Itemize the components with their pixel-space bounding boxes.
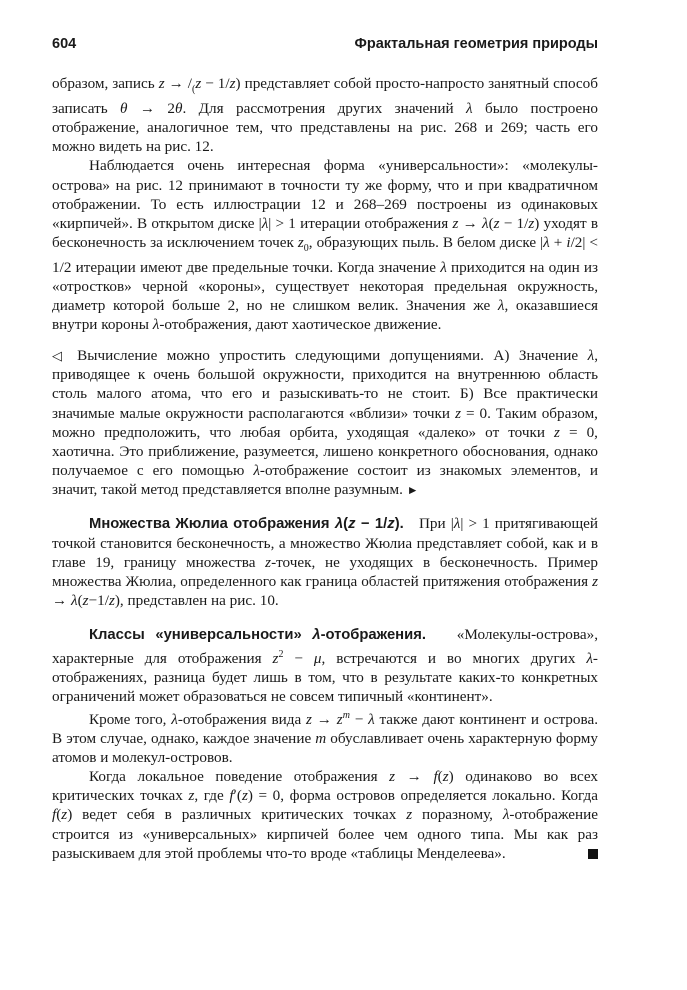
- section-head-julia: Множества Жюлиа отображения λ(z − 1/z).: [89, 516, 404, 533]
- paragraph-4: Множества Жюлиа отображения λ(z − 1/z). При |λ| > 1 притягивающей точкой становится бесконечность, а множество Жюлиа представляет собой, как и в главе 19, границу множества z-точек, не уходящих в бесконечность. Пример множества Жюлиа, определенного как граница областей притяжения отображения z → λ(z−1/z), представлен на рис. 10.: [52, 515, 599, 610]
- paragraph-5: Классы «универсальности» λ-отображения. «Молекулы-острова», характерные для отображения $z^2 - \mu$, встречаются и во многих других λ-отображениях, разница будет лишь в том, что в результате каких-то конкретных ограничений может образоваться не совсем типичный «континент».: [52, 625, 598, 705]
- end-of-section-mark: [588, 849, 598, 859]
- running-title: Фрактальная геометрия природы: [354, 36, 598, 52]
- paragraph-3: ◁ Вычисление можно упростить следующими допущениями. А) Значение λ, приводящее к очень большой окружности, приходится на внутреннюю область столь малого атома, что его и разыскивать-то не стоит. Б) Все практически значимые малые окружности располагаются «вблизи» точки z = 0. Таким образом, можно предположить, что любая орбита, уходящая «далеко» от точки z = 0, хаотична. Это приближение, разумеется, лишено конкретного обоснования, однако получаемое с его помощью λ-отображение состоит из знакомых элементов, и значит, такой метод представляется вполне разумным. ►: [52, 347, 599, 498]
- text-body: [52, 74, 598, 863]
- paragraph-2: Наблюдается очень интересная форма «универсальности»: «молекулы-острова» на рис. 12 принимают в точности ту же форму, что и при квадратичном отображении. То есть иллюстрации 12 и 268–269 построены из одинаковых «кирпичей». В открытом диске |λ| > 1 итерации отображения z → λ(z − 1/z) уходят в бесконечность за исключением точек $z_0$, образующих пыль. В белом диске |λ + i/2| < 1/2 итерации имеют две предельные точки. Когда значение λ приходится на один из «отростков» черной «короны», существует некоторая предельная окружность, диаметр которой больше 2, но не слишком велик. Значения же λ, оказавшиеся внутри короны λ-отображения, дают хаотическое движение.: [52, 157, 599, 334]
- section-head-classes: Классы «универсальности» λ-отображения.: [89, 626, 426, 643]
- paragraph-6: Кроме того, λ-отображения вида $z \to z^m - \lambda$ также дают континент и острова. В этом случае, однако, каждое значение m обуславливает очень характерную форму атомов и молекул-островов.: [52, 709, 598, 767]
- paragraph-1: образом, запись $z \to /_(z - 1/z$) представляет собой просто-напросто занятный способ записать θ → 2θ. Для рассмотрения других значений λ было построено отображение, аналогичное тем, что представлены на рис. 268 и 269; часть его можно видеть на рис. 12.: [52, 75, 598, 156]
- page-number: 604: [52, 36, 77, 52]
- running-header: [52, 36, 598, 60]
- paragraph-7: Когда локальное поведение отображения z → f(z) одинаково во всех критических точках z, где f′(z) = 0, форма островов определяется локально. Когда f(z) ведет себя в различных критических точках z поразному, λ-отображение строится из «универсальных» кирпичей более чем одного типа. Мы как раз разыскиваем для этой проблемы что-то вроде «таблицы Менделеева».: [52, 768, 599, 862]
